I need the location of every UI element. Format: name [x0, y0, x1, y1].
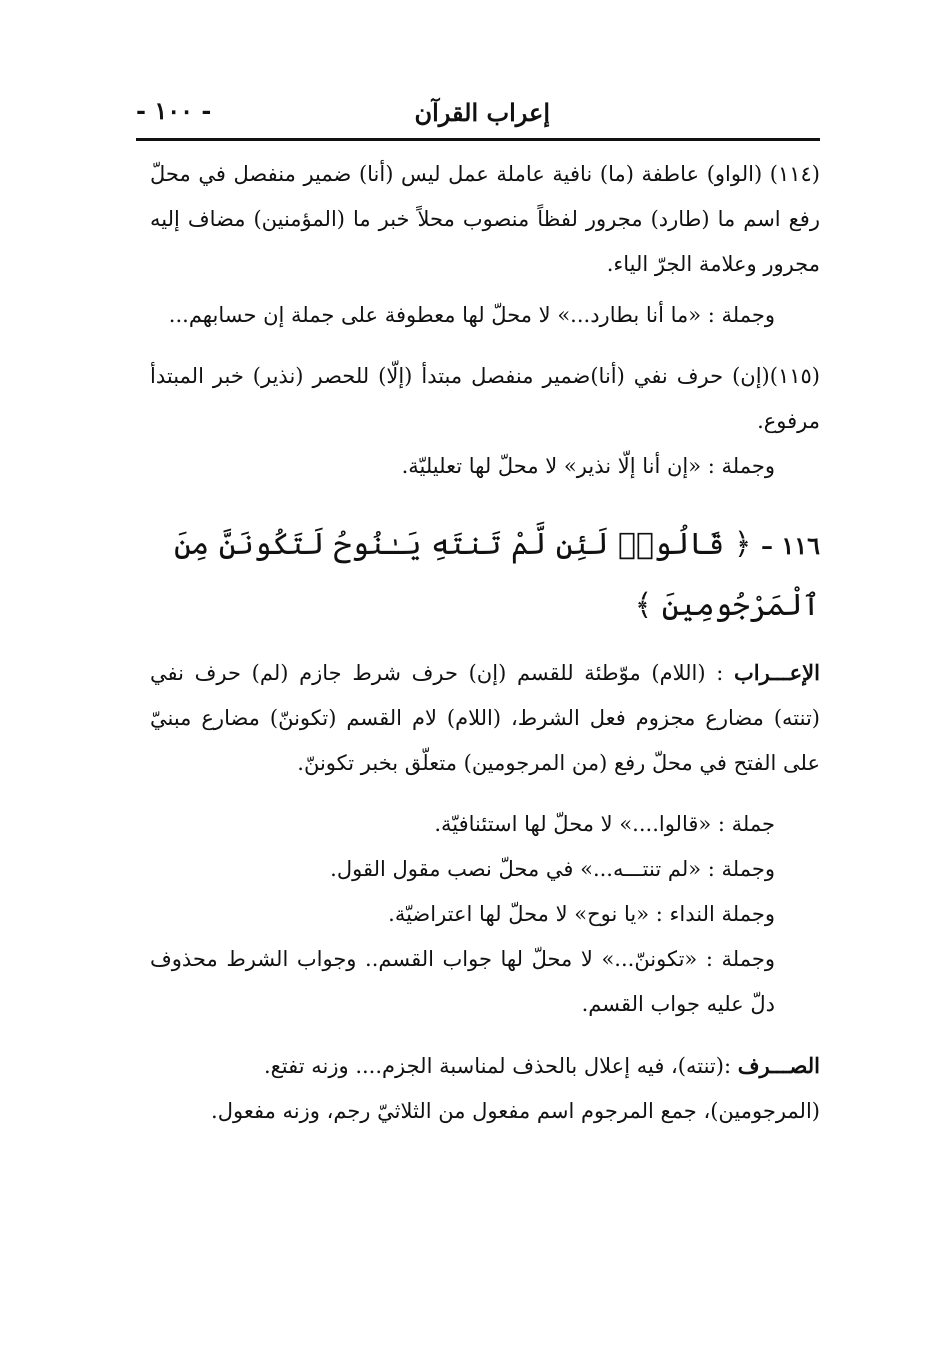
sarf-label: الصـــرف: [737, 1053, 820, 1078]
verse-text: ﴿ قَالُوا۟ لَئِن لَّمْ تَنتَهِ يَـٰنُوحُ لَتَكُونَنَّ مِنَ ٱلْمَرْجُومِينَ ﴾: [174, 527, 820, 623]
header-divider: [136, 138, 820, 141]
verse-number: ١١٦ –: [760, 531, 820, 560]
quran-verse: [150, 515, 820, 636]
sentence-4: وجملة : «تكوننّ...» لا محلّ لها جواب القسم.. وجواب الشرط محذوف دلّ عليه جواب القسم.: [150, 947, 775, 1016]
page-header: [136, 92, 820, 132]
sentence-3: وجملة النداء : «يا نوح» لا محلّ لها اعتراضيّة.: [388, 902, 775, 926]
book-title: إعراب القرآن: [414, 98, 550, 127]
sarf-paragraph-2: (المرجومين)، جمع المرجوم اسم مفعول من الثلاثيّ رجم، وزنه مفعول.: [211, 1099, 820, 1123]
irab-label: الإعـــراب: [734, 660, 820, 685]
irab-section: [150, 650, 820, 786]
sentence-1: جملة : «قالوا....» لا محلّ لها استئنافيّة.: [434, 812, 775, 836]
page-number: - ١٠٠ -: [136, 96, 212, 125]
paragraph-115-sentence: وجملة : «إن أنا إلّا نذير» لا محلّ لها تعليليّة.: [401, 454, 775, 478]
sentence-2: وجملة : «لم تنتـــه...» في محلّ نصب مقول القول.: [330, 857, 775, 881]
sarf-text: :(تنته)، فيه إعلال بالحذف لمناسبة الجزم.... وزنه تفتع.: [263, 1054, 732, 1078]
paragraph-114: (١١٤) (الواو) عاطفة (ما) نافية عاملة عمل ليس (أنا) ضمير منفصل في محلّ رفع اسم ما (طارد) مجرور لفظاً منصوب محلاً خبر ما (المؤمنين) مضاف إليه مجرور وعلامة الجرّ الياء.: [150, 162, 820, 276]
page-body: [150, 152, 820, 1134]
irab-text: : (اللام) موّطئة للقسم (إن) حرف شرط جازم (لم) حرف نفي (تنته) مضارع مجزوم فعل الشرط، (اللام) لام القسم (تكوننّ) مضارع مبنيّ على الفتح في محلّ رفع (من المرجومين) متعلّق بخبر تكوننّ.: [150, 661, 820, 775]
paragraph-114-sentence: وجملة : «ما أنا بطارد...» لا محلّ لها معطوفة على جملة إن حسابهم...: [168, 303, 775, 327]
paragraph-115: (١١٥)(إن) حرف نفي (أنا)ضمير منفصل مبتدأ (إلّا) للحصر (نذير) خبر المبتدأ مرفوع.: [150, 364, 820, 433]
sarf-section: [150, 1043, 820, 1089]
